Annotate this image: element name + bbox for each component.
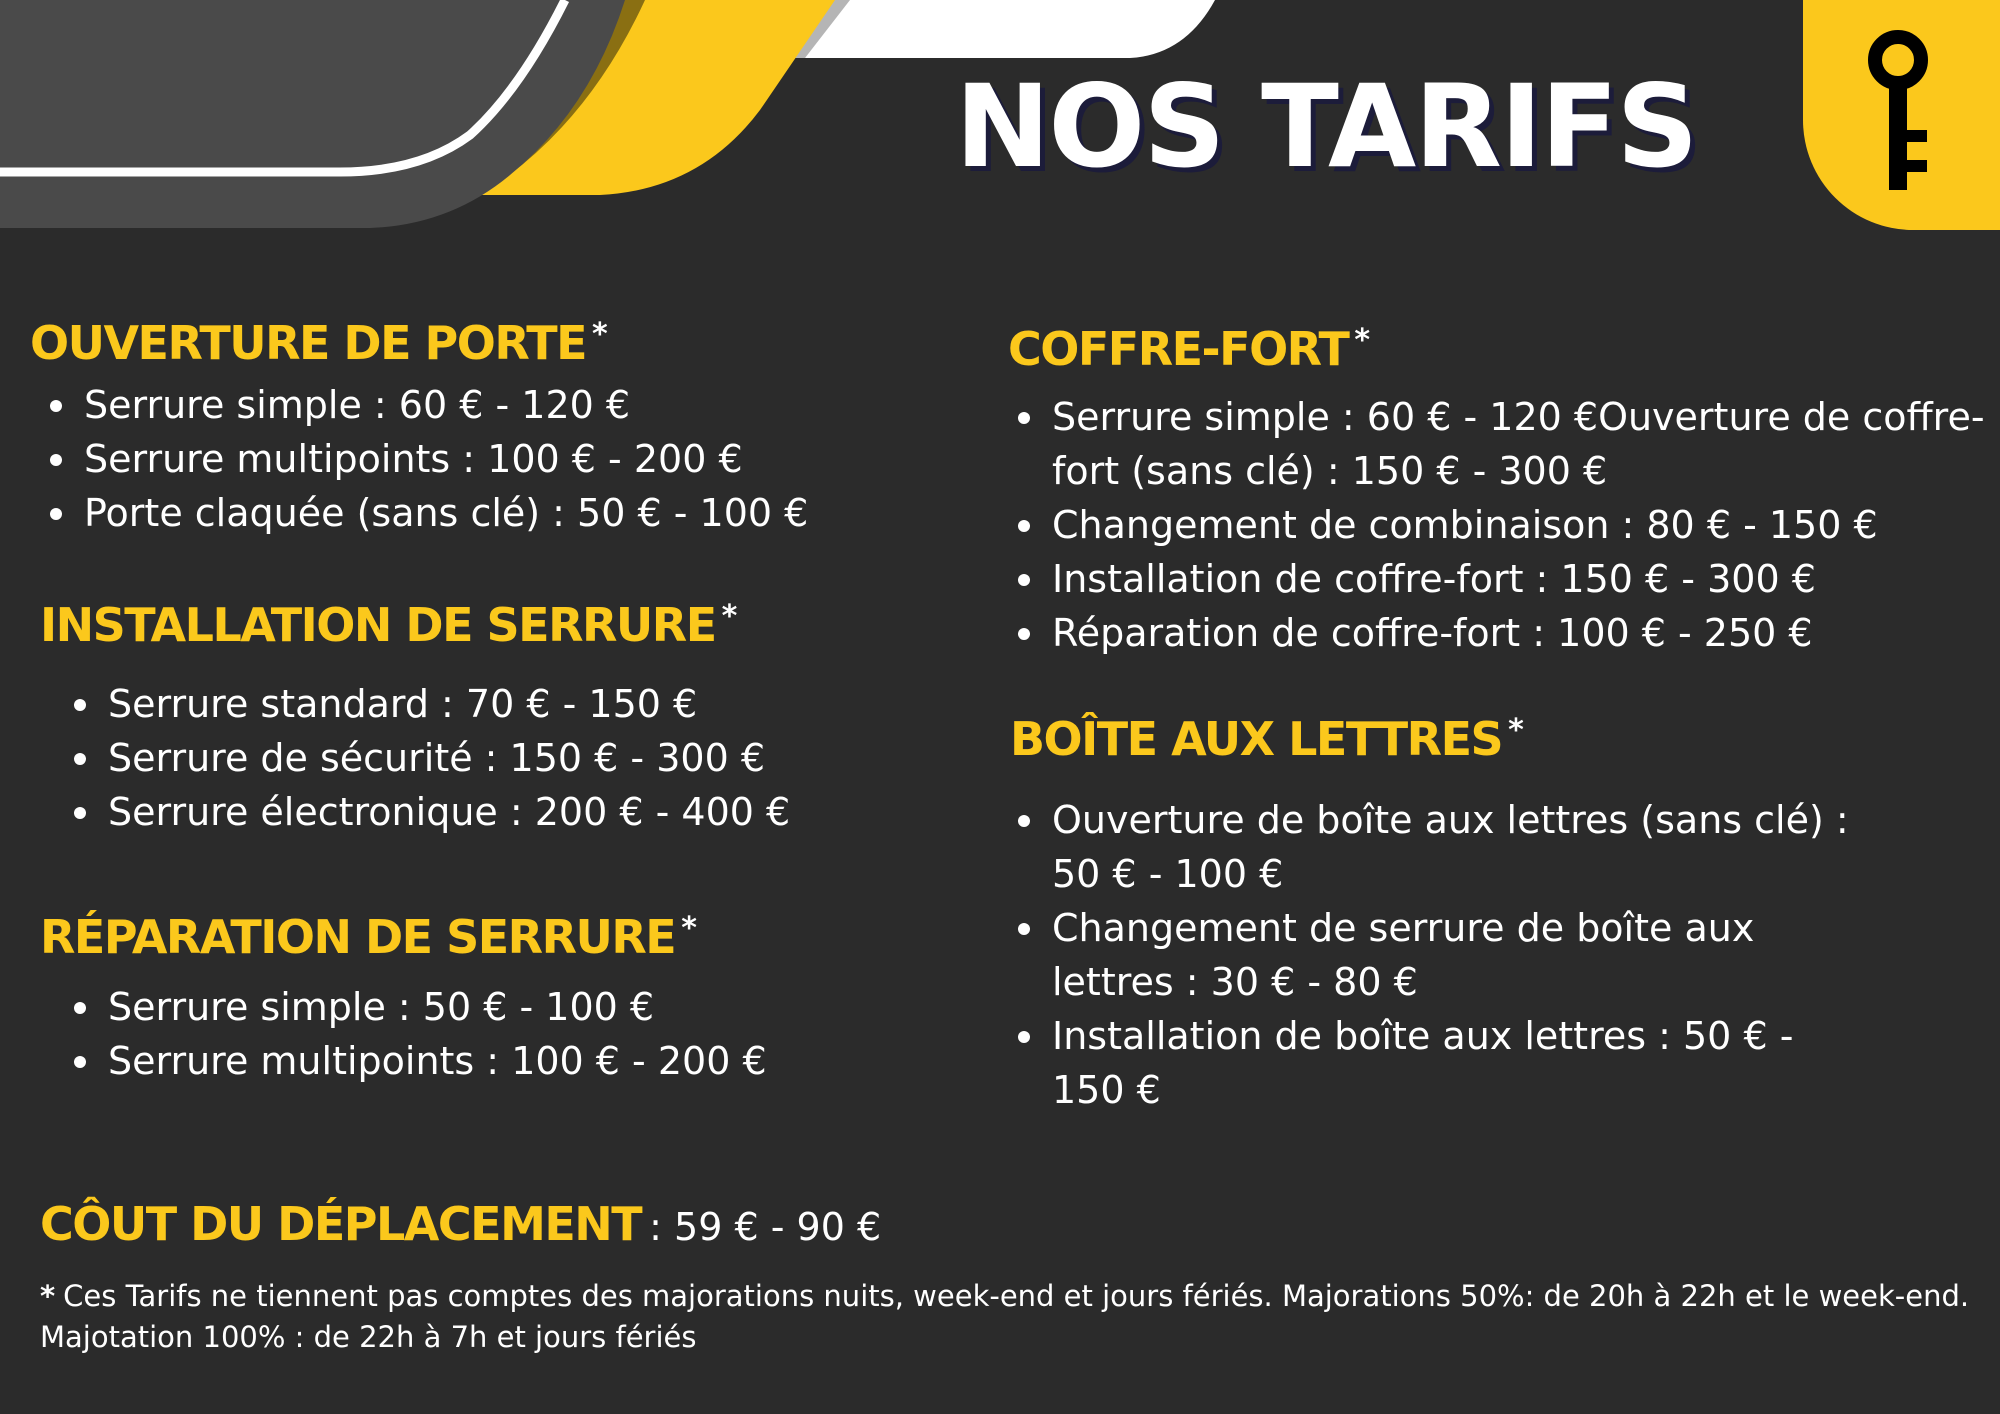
list-item: Changement de combinaison : 80 € - 150 € bbox=[1008, 498, 1998, 552]
asterisk: * bbox=[592, 317, 607, 352]
section-heading: BOÎTE AUX LETTRES * bbox=[1010, 712, 1523, 766]
list-item: Serrure standard : 70 € - 150 € bbox=[64, 677, 1000, 731]
list-item: Serrure simple : 60 € - 120 € bbox=[40, 378, 990, 432]
list-item: Serrure simple : 60 € - 120 €Ouverture de coffre-fort (sans clé) : 150 € - 300 € bbox=[1008, 390, 1998, 498]
key-icon bbox=[1858, 30, 1938, 195]
travel-cost-label: CÔUT DU DÉPLACEMENT bbox=[40, 1197, 642, 1251]
section-ouverture-de-porte bbox=[30, 316, 990, 540]
section-installation-de-serrure bbox=[40, 598, 1000, 839]
asterisk: * bbox=[681, 911, 696, 946]
footnote bbox=[40, 1276, 1970, 1358]
price-list bbox=[1008, 793, 1868, 1117]
price-list bbox=[1008, 390, 1998, 660]
white-swoosh bbox=[805, 0, 1215, 58]
price-list bbox=[40, 378, 990, 540]
travel-cost bbox=[40, 1197, 881, 1251]
section-heading: INSTALLATION DE SERRURE * bbox=[40, 598, 736, 652]
list-item: Serrure multipoints : 100 € - 200 € bbox=[40, 432, 990, 486]
travel-cost-value: : 59 € - 90 € bbox=[649, 1205, 882, 1249]
section-heading: RÉPARATION DE SERRURE * bbox=[40, 910, 696, 964]
section-heading: OUVERTURE DE PORTE * bbox=[30, 316, 607, 370]
footnote-star: * bbox=[40, 1279, 56, 1313]
price-list bbox=[64, 980, 1000, 1088]
asterisk: * bbox=[1354, 323, 1369, 358]
list-item: Serrure électronique : 200 € - 400 € bbox=[64, 785, 1000, 839]
list-item: Serrure simple : 50 € - 100 € bbox=[64, 980, 1000, 1034]
section-heading: COFFRE-FORT * bbox=[1008, 322, 1369, 376]
list-item: Porte claquée (sans clé) : 50 € - 100 € bbox=[40, 486, 990, 540]
section-coffre-fort bbox=[1008, 322, 1998, 660]
list-item: Serrure de sécurité : 150 € - 300 € bbox=[64, 731, 1000, 785]
list-item: Installation de coffre-fort : 150 € - 300 € bbox=[1008, 552, 1998, 606]
section-boite-aux-lettres bbox=[1010, 712, 1890, 1117]
asterisk: * bbox=[721, 599, 736, 634]
list-item: Changement de serrure de boîte aux lettres : 30 € - 80 € bbox=[1008, 901, 1868, 1009]
list-item: Serrure multipoints : 100 € - 200 € bbox=[64, 1034, 1000, 1088]
footnote-text: Ces Tarifs ne tiennent pas comptes des majorations nuits, week-end et jours fériés. Majorations 50%: de 20h à 22h et le week-end. Majotation 100% : de 22h à 7h et jours fériés bbox=[40, 1279, 1970, 1354]
asterisk: * bbox=[1508, 713, 1523, 748]
list-item: Installation de boîte aux lettres : 50 € - 150 € bbox=[1008, 1009, 1868, 1117]
page-title: NOS TARIFS bbox=[955, 60, 1697, 193]
price-list bbox=[64, 677, 1000, 839]
key-badge bbox=[1803, 0, 2000, 230]
list-item: Ouverture de boîte aux lettres (sans clé) : 50 € - 100 € bbox=[1008, 793, 1868, 901]
list-item: Réparation de coffre-fort : 100 € - 250 € bbox=[1008, 606, 1998, 660]
section-reparation-de-serrure bbox=[40, 910, 1000, 1088]
